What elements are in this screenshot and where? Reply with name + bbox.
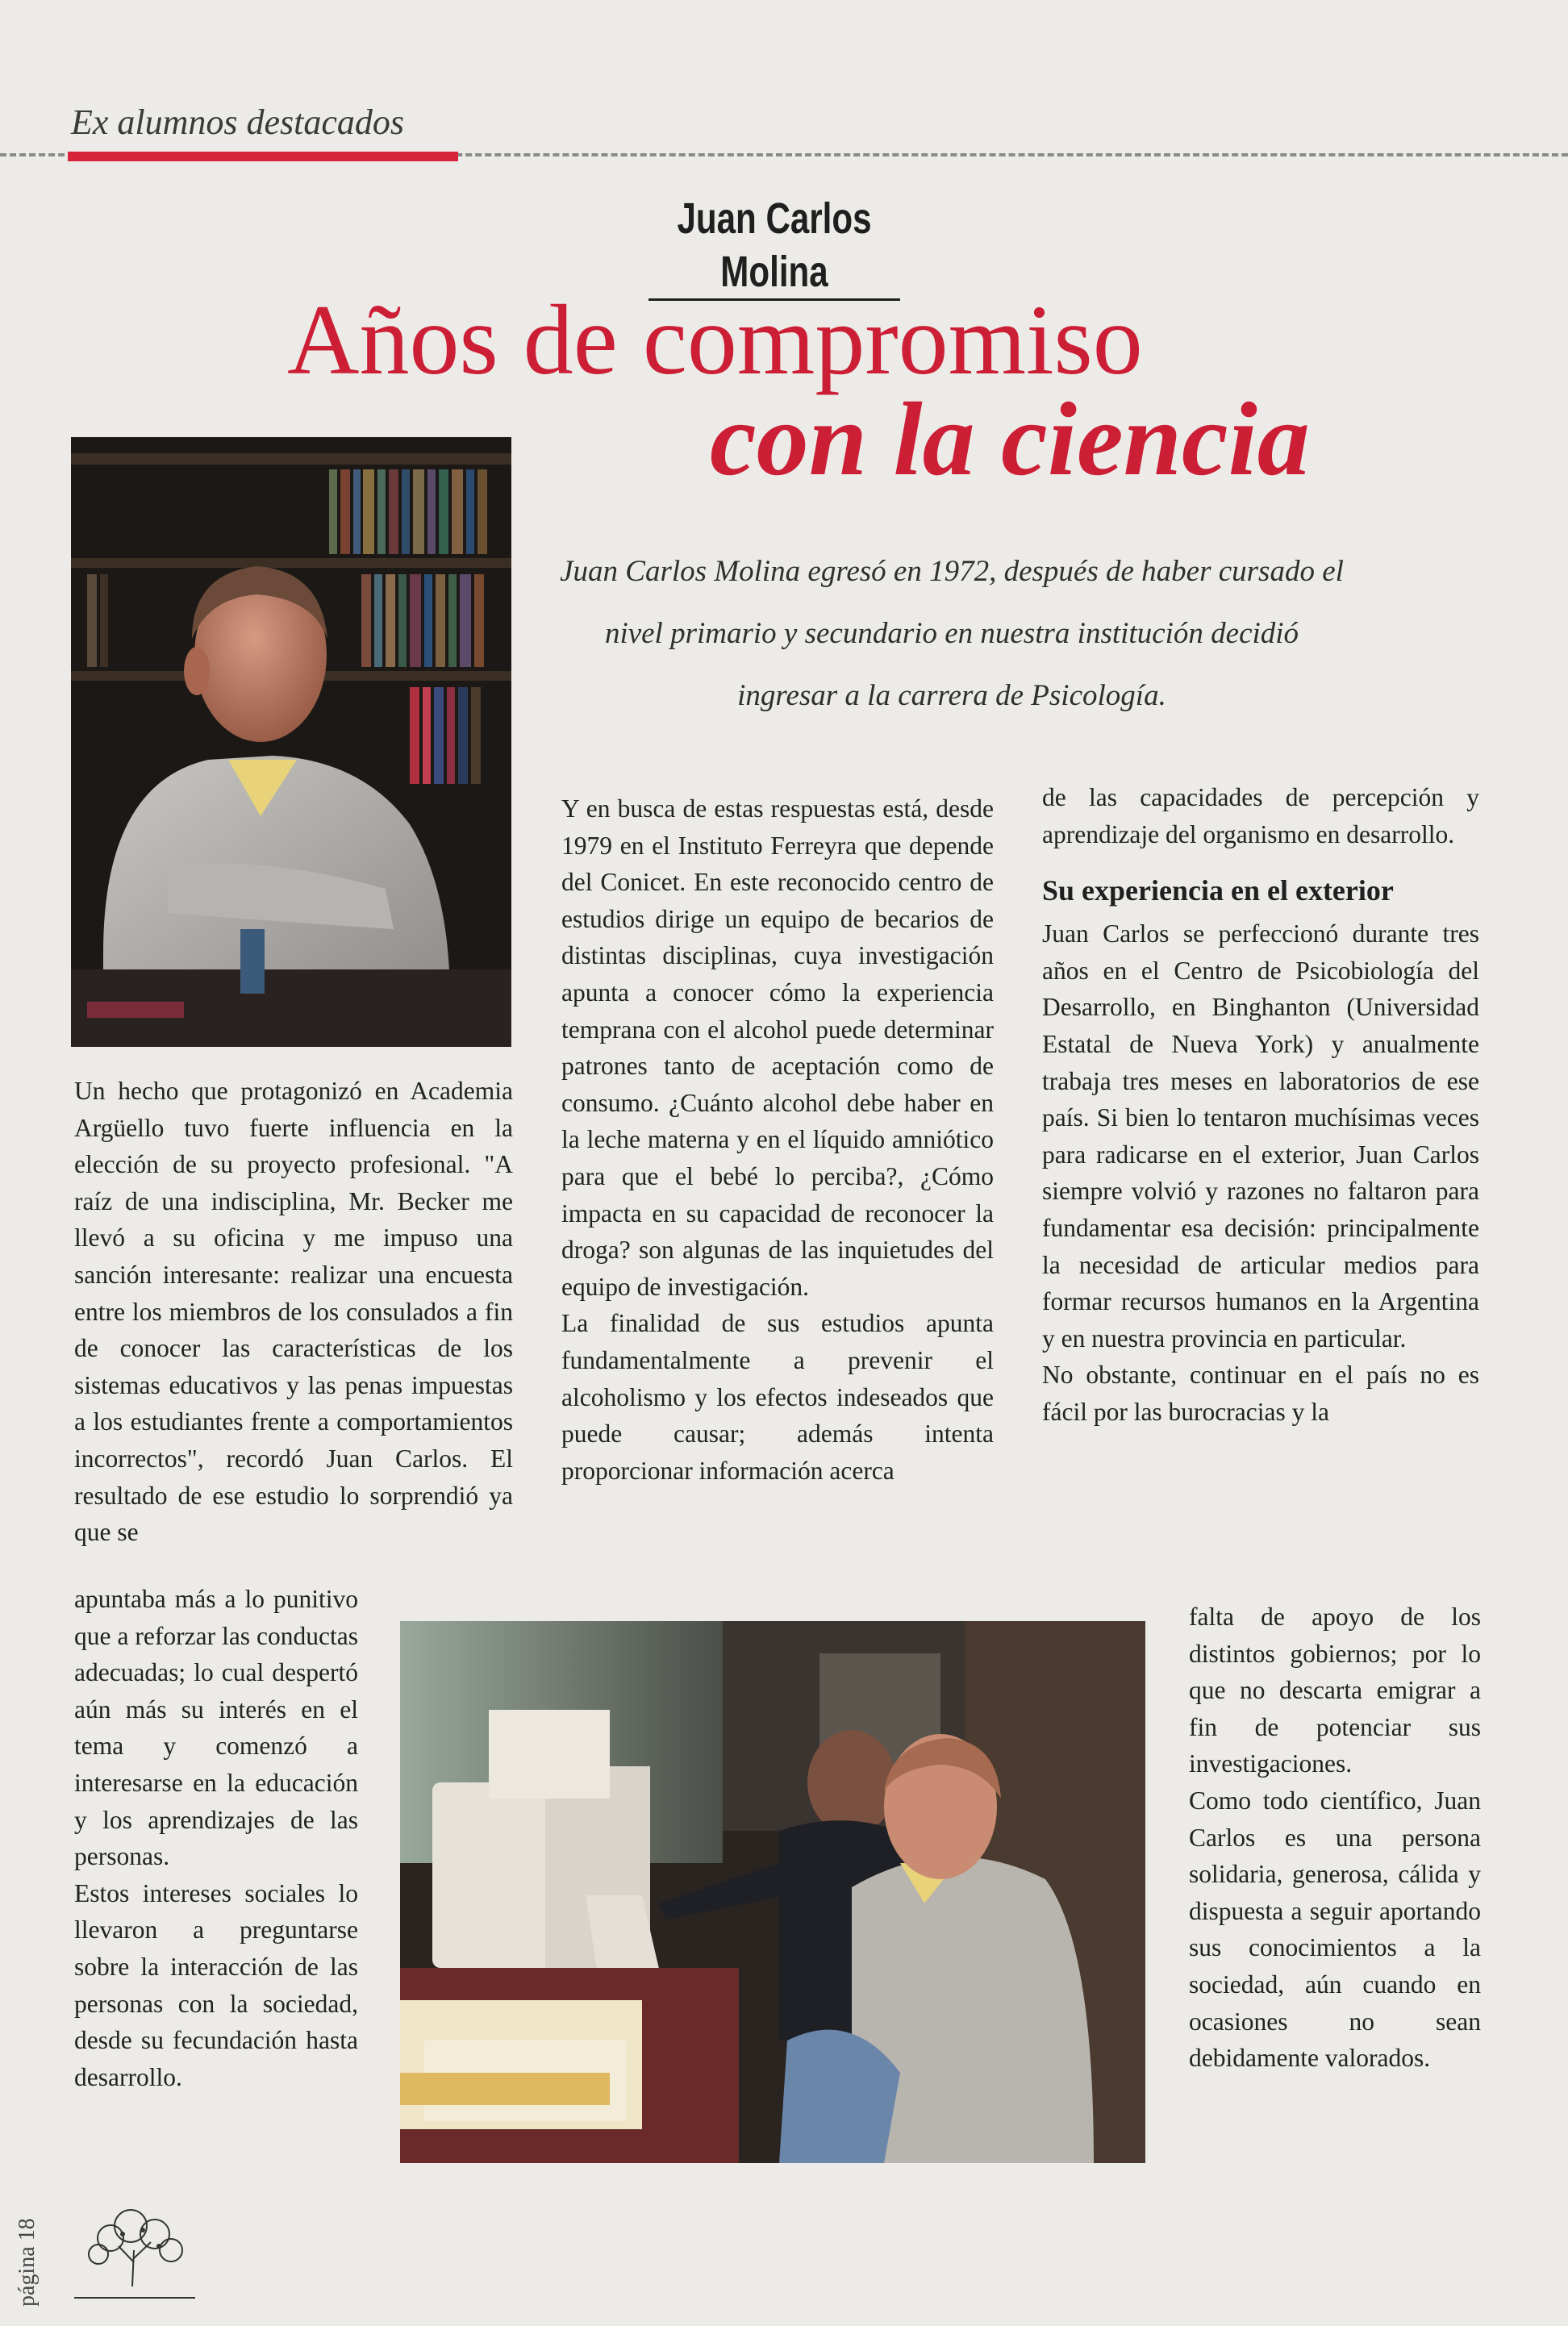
left-column-narrow xyxy=(74,1581,358,2095)
right-subheading: Su experiencia en el exterior xyxy=(1042,874,1394,907)
middle-column xyxy=(561,790,994,1489)
middle-paragraph-1: Y en busca de estas respuestas está, desde 1979 en el Instituto Ferreyra que depende del Conicet. En este reconocido centro de estudios dirige un equipo de becarios de distintas disciplinas, cuya investigación apunta a conocer cómo la experiencia temprana con el alcohol puede determinar patrones tanto de aceptación como de consumo. ¿Cuánto alcohol debe haber en la leche materna y en el líquido amniótico para que el bebé lo perciba?, ¿Cómo impacta en su capacidad de reconocer la droga? son algunas de las inquietudes del equipo de investigación. xyxy=(561,794,994,1301)
section-underline xyxy=(68,152,458,161)
title-line-2: con la ciencia xyxy=(710,381,1310,498)
left-paragraph-1: Un hecho que protagonizó en Academia Argüello tuvo fuerte influencia en la elección de su proyecto profesional. "A raíz de una indisciplina, Mr. Becker me llevó a su oficina y me impuso una sanción interesante: realizar una encuesta entre los miembros de los consulados a fin de conocer las características de los sistemas educativos y las penas impuestas a los estudiantes frente a comportamientos incorrectos", recordó Juan Carlos. El resultado de ese estudio lo sorprendió ya que se xyxy=(74,1077,513,1547)
right-paragraph-3a: No obstante, continuar en el país no es fácil por las burocracias y la xyxy=(1042,1361,1479,1426)
title-line-1: Años de compromiso xyxy=(287,285,1143,395)
middle-paragraph-2: La finalidad de sus estudios apunta fundamentalmente a prevenir el alcoholismo y los efectos indeseados que puede causar; además intenta proporcionar información acerca xyxy=(561,1309,994,1485)
right-column-narrow xyxy=(1189,1599,1481,2077)
footer-rule xyxy=(74,2297,195,2299)
right-column xyxy=(1042,779,1479,1431)
section-label: Ex alumnos destacados xyxy=(71,102,405,142)
right-paragraph-2: Juan Carlos se perfeccionó durante tres años en el Centro de Psicobiología del Desarrollo, en Binghanton (Universidad Estatal de Nueva York) y anualmente trabaja tres meses en laboratorios de ese país. Si bien lo tentaron muchísimas veces para radicarse en el exterior, Juan Carlos siempre volvió y razones no faltaron para fundamentar esa decisión: principalmente la necesidad de articular medios para formar recursos humanos en la Argentina y en nuestra provincia en particular. xyxy=(1042,919,1479,1353)
portrait-photo xyxy=(71,437,511,1047)
right-paragraph-3b: falta de apoyo de los distintos gobiernos; por lo que no descarta emigrar a fin de potenciar sus investigaciones. xyxy=(1189,1603,1481,1778)
byline: Juan Carlos Molina xyxy=(648,192,900,301)
right-paragraph-4: Como todo científico, Juan Carlos es una persona solidaria, generosa, cálida y dispuesta a seguir aportando sus conocimientos a la sociedad, aún cuando en ocasiones no sean debidamente valorados. xyxy=(1189,1786,1481,2073)
left-column xyxy=(74,1073,513,1551)
left-paragraph-2: apuntaba más a lo punitivo que a reforzar las conductas adecuadas; lo cual despertó aún más su interés en el tema y comenzó a interesarse en la educación y los aprendizajes de las personas. xyxy=(74,1585,358,1871)
page-number: página 18 xyxy=(15,2218,40,2307)
right-paragraph-1: de las capacidades de percepción y aprendizaje del organismo en desarrollo. xyxy=(1042,783,1479,848)
lead-paragraph: Juan Carlos Molina egresó en 1972, después de haber cursado el nivel primario y secundario en nuestra institución decidió ingresar a la carrera de Psicología. xyxy=(560,555,1344,712)
lab-computer-photo xyxy=(400,1621,1145,2163)
tree-logo xyxy=(74,2202,195,2291)
left-paragraph-3: Estos intereses sociales lo llevaron a preguntarse sobre la interacción de las personas con la sociedad, desde su fecundación hasta desarrollo. xyxy=(74,1878,358,2091)
